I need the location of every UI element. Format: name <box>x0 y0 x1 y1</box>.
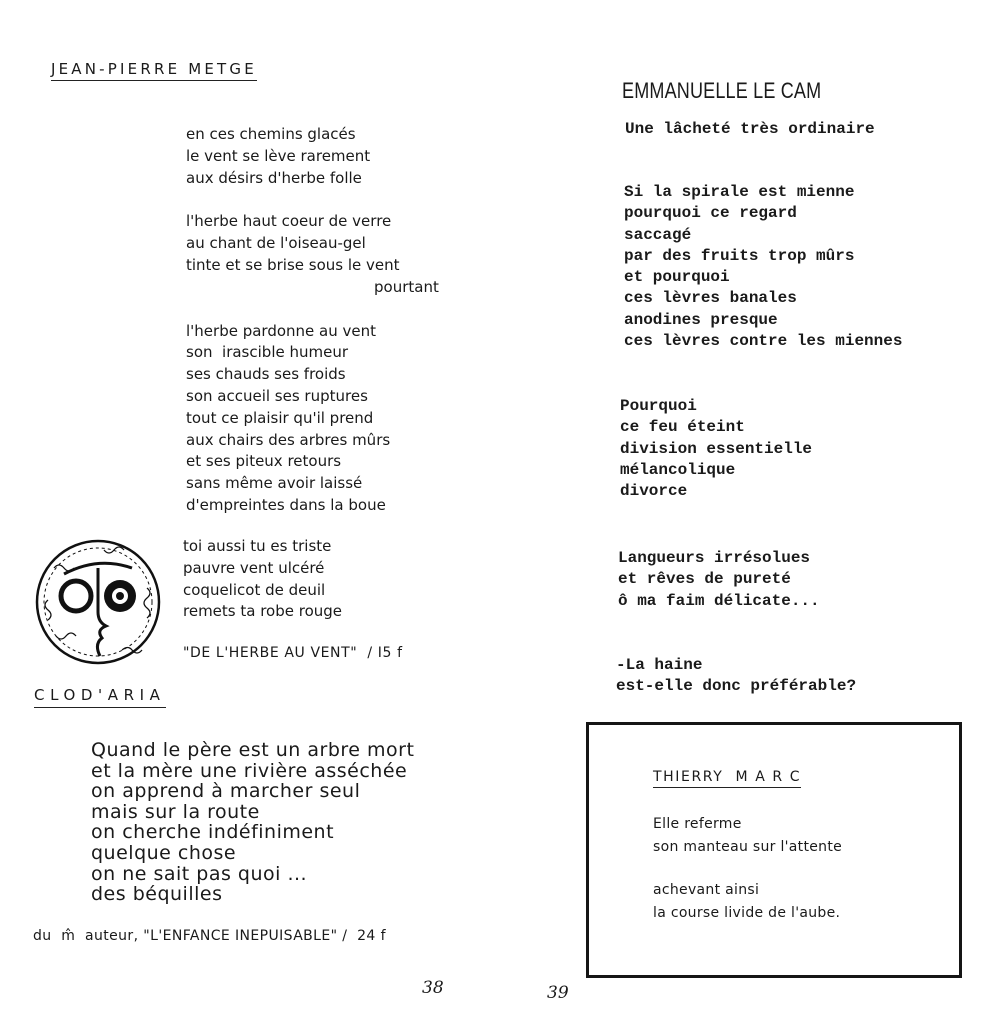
poem-line: son irascible humeur <box>186 343 349 362</box>
page-number-right: 39 <box>547 983 569 1003</box>
marc-stanza-1 <box>653 813 842 859</box>
poem-line: d'empreintes dans la boue <box>186 495 386 514</box>
poem-line: achevant ainsi <box>653 882 760 898</box>
author-thierry-marc: THIERRY M A R C <box>653 769 801 788</box>
metge-book-reference: "DE L'HERBE AU VENT" / I5 f <box>183 645 403 661</box>
poem-line: aux chairs des arbres mûrs <box>186 430 391 449</box>
poem-line: ces lèvres contre les miennes <box>624 332 903 351</box>
poem-line: quelque chose <box>91 841 237 864</box>
poem-line: saccagé <box>624 225 692 244</box>
poem-line: des béquilles <box>91 883 223 906</box>
poem-line: son accueil ses ruptures <box>186 386 368 405</box>
poem-line: en ces chemins glacés <box>186 125 356 143</box>
clodaria-book-reference: du m̂ auteur, "L'ENFANCE INEPUISABLE" / 24 f <box>33 928 386 944</box>
lecam-stanza-2 <box>620 396 812 502</box>
poem-line: le vent se lève rarement <box>186 146 371 165</box>
poem-line: Elle referme <box>653 816 742 832</box>
face-emblem-icon <box>34 538 162 666</box>
poem-line: pourtant <box>374 277 439 296</box>
poem-line: et pourquoi <box>624 268 730 287</box>
poem-line: la course livide de l'aube. <box>653 905 841 921</box>
poem-line: au chant de l'oiseau-gel <box>186 234 366 253</box>
author-clodaria: CLOD'ARIA <box>34 686 166 708</box>
poem-line: par des fruits trop mûrs <box>624 246 855 265</box>
author-jean-pierre-metge: JEAN-PIERRE METGE <box>51 60 257 81</box>
poem-line: Si la spirale est mienne <box>624 183 855 201</box>
poem-line: mais sur la route <box>91 800 260 823</box>
poem-title: Une lâcheté très ordinaire <box>625 120 875 138</box>
poem-line: tinte et se brise sous le vent <box>186 255 400 274</box>
poem-line: est-elle donc préférable? <box>616 677 857 696</box>
poem-line: et la mère une rivière asséchée <box>91 759 408 782</box>
page-number-left: 38 <box>422 978 444 998</box>
poem-line: toi aussi tu es triste <box>183 537 332 555</box>
poem-line: ô ma faim délicate... <box>618 591 820 610</box>
metge-stanza-2 <box>186 211 439 298</box>
poem-line: aux désirs d'herbe folle <box>186 168 362 187</box>
lecam-stanza-1 <box>624 182 902 352</box>
marc-stanza-2 <box>653 879 842 925</box>
poem-line: l'herbe pardonne au vent <box>186 321 376 340</box>
poem-line: et ses piteux retours <box>186 452 342 471</box>
author-emmanuelle-le-cam: EMMANUELLE LE CAM <box>622 78 822 103</box>
lecam-stanza-3 <box>618 548 820 612</box>
metge-stanza-4 <box>183 536 342 623</box>
poem-line: Quand le père est un arbre mort <box>91 739 415 761</box>
clodaria-poem <box>91 740 414 905</box>
poem-line: remets ta robe rouge <box>183 602 343 621</box>
poem-line: division essentielle <box>620 439 813 458</box>
poem-line: on cherche indéfiniment <box>91 821 335 844</box>
poem-line: coquelicot de deuil <box>183 580 326 599</box>
poem-line: -La haine <box>616 656 703 674</box>
metge-stanza-3 <box>186 321 439 517</box>
poem-line: sans même avoir laissé <box>186 474 363 493</box>
poem-line: on ne sait pas quoi ... <box>91 862 308 885</box>
poem-line: et rêves de pureté <box>618 570 791 589</box>
marc-poem <box>653 813 842 925</box>
metge-poem <box>186 124 439 539</box>
poem-line: divorce <box>620 482 688 501</box>
metge-stanza-1 <box>186 124 439 189</box>
poem-line: ce feu éteint <box>620 418 745 437</box>
lecam-stanza-4 <box>616 655 856 698</box>
poem-line: tout ce plaisir qu'il prend <box>186 408 374 427</box>
poem-line: pourquoi ce regard <box>624 204 797 223</box>
poem-line: son manteau sur l'attente <box>653 839 843 855</box>
poem-line: anodines presque <box>624 310 778 329</box>
poem-line: ces lèvres banales <box>624 289 797 308</box>
poem-line: on apprend à marcher seul <box>91 780 361 803</box>
poem-line: Pourquoi <box>620 397 697 415</box>
poem-line: pauvre vent ulcéré <box>183 558 325 577</box>
poem-line: l'herbe haut coeur de verre <box>186 212 392 231</box>
poem-line: Langueurs irrésolues <box>618 549 811 567</box>
poem-line: mélancolique <box>620 460 736 479</box>
poem-line: ses chauds ses froids <box>186 365 346 384</box>
